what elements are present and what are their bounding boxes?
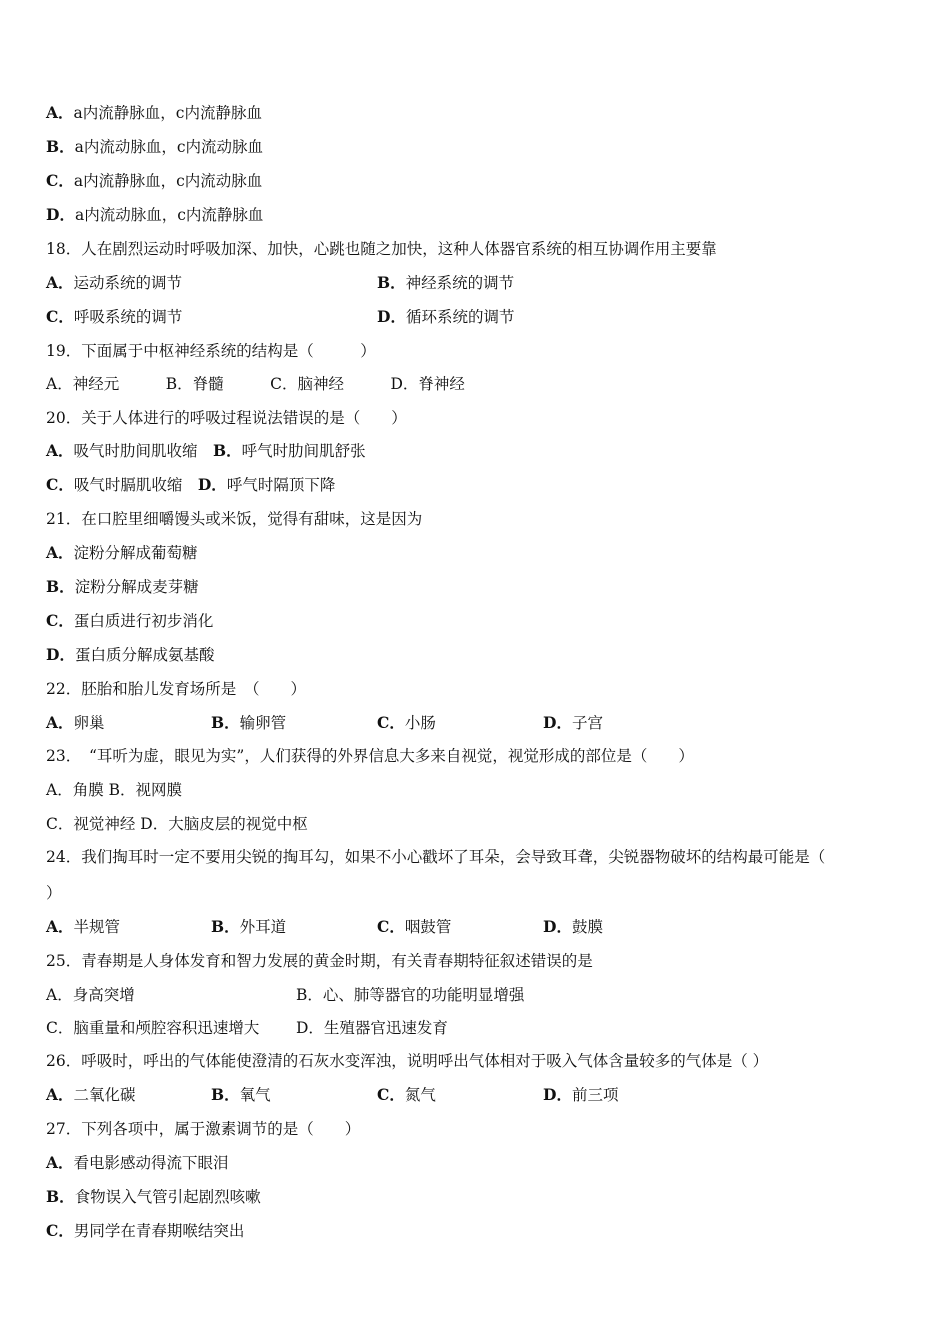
q27-option-b: B．食物误入气管引起剧烈咳嗽 <box>46 1187 261 1206</box>
q20-stem: 20．关于人体进行的呼吸过程说法错误的是（ ） <box>46 409 407 427</box>
q23-options-row2: C．视觉神经 D．大脑皮层的视觉中枢 <box>46 815 308 833</box>
q19-stem: 19．下面属于中枢神经系统的结构是（ ） <box>46 342 376 360</box>
q25-stem: 25．青春期是人身体发育和智力发展的黄金时期，有关青春期特征叙述错误的是 <box>46 952 593 970</box>
q25-option-c: C．脑重量和颅腔容积迅速增大 <box>46 1019 260 1037</box>
q21-option-d: D．蛋白质分解成氨基酸 <box>46 645 215 664</box>
q27-stem: 27．下列各项中，属于激素调节的是（ ） <box>46 1120 361 1138</box>
q27-option-c: C．男同学在青春期喉结突出 <box>46 1221 245 1240</box>
q26-option-c: C．氮气 <box>377 1085 436 1104</box>
q24-option-b: B．外耳道 <box>211 917 287 936</box>
q25-option-d: D．生殖器官迅速发育 <box>296 1019 448 1037</box>
q18-stem: 18．人在剧烈运动时呼吸加深、加快，心跳也随之加快，这种人体器官系统的相互协调作用主要靠 <box>46 240 717 258</box>
q17-option-a: A．a内流静脉血，c内流静脉血 <box>46 103 262 122</box>
q24-stem-cont: ） <box>46 884 62 902</box>
q17-option-c: C．a内流静脉血，c内流动脉血 <box>46 171 263 190</box>
q17-option-b: B．a内流动脉血，c内流动脉血 <box>46 137 264 156</box>
q27-option-a: A．看电影感动得流下眼泪 <box>46 1153 229 1172</box>
q25-option-b: B．心、肺等器官的功能明显增强 <box>296 986 525 1004</box>
q24-option-a: A．半规管 <box>46 917 121 936</box>
q26-option-d: D．前三项 <box>543 1085 619 1104</box>
q23-stem: 23． “耳听为虚，眼见为实”，人们获得的外界信息大多来自视觉，视觉形成的部位是（ ） <box>46 747 694 765</box>
q24-option-c: C．咽鼓管 <box>377 917 452 936</box>
q26-stem: 26．呼吸时，呼出的气体能使澄清的石灰水变浑浊，说明呼出气体相对于吸入气体含量较多的气体是（ ） <box>46 1052 769 1070</box>
q24-stem: 24．我们掏耳时一定不要用尖锐的掏耳勾，如果不小心戳坏了耳朵，会导致耳聋，尖锐器物破坏的结构最可能是（ <box>46 848 826 866</box>
q24-option-d: D．鼓膜 <box>543 917 603 936</box>
q21-option-a: A．淀粉分解成葡萄糖 <box>46 543 198 562</box>
q20-options-row1: A．吸气时肋间肌收缩 B．呼气时肋间肌舒张 <box>46 441 366 460</box>
q22-option-a: A．卵巢 <box>46 713 105 732</box>
q20-options-row2: C．吸气时膈肌收缩 D．呼气时隔顶下降 <box>46 475 336 494</box>
q21-option-c: C．蛋白质进行初步消化 <box>46 611 214 630</box>
q21-stem: 21．在口腔里细嚼馒头或米饭，觉得有甜味，这是因为 <box>46 510 423 528</box>
q18-option-a: A．运动系统的调节 <box>46 273 183 292</box>
q22-stem: 22．胚胎和胎儿发育场所是 （ ） <box>46 680 306 698</box>
q25-option-a: A．身高突增 <box>46 986 135 1004</box>
q19-options: A．神经元 B．脊髓 C．脑神经 D．脊神经 <box>46 375 465 393</box>
q18-option-c: C．呼吸系统的调节 <box>46 307 183 326</box>
q26-option-a: A．二氧化碳 <box>46 1085 136 1104</box>
q26-option-b: B．氧气 <box>211 1085 271 1104</box>
q21-option-b: B．淀粉分解成麦芽糖 <box>46 577 199 596</box>
q22-option-c: C．小肠 <box>377 713 436 732</box>
q17-option-d: D．a内流动脉血，c内流静脉血 <box>46 205 264 224</box>
q18-option-d: D．循环系统的调节 <box>377 307 515 326</box>
q23-options-row1: A．角膜 B．视网膜 <box>46 781 183 799</box>
q22-option-b: B．输卵管 <box>211 713 287 732</box>
q22-option-d: D．子宫 <box>543 713 603 732</box>
q18-option-b: B．神经系统的调节 <box>377 273 515 292</box>
